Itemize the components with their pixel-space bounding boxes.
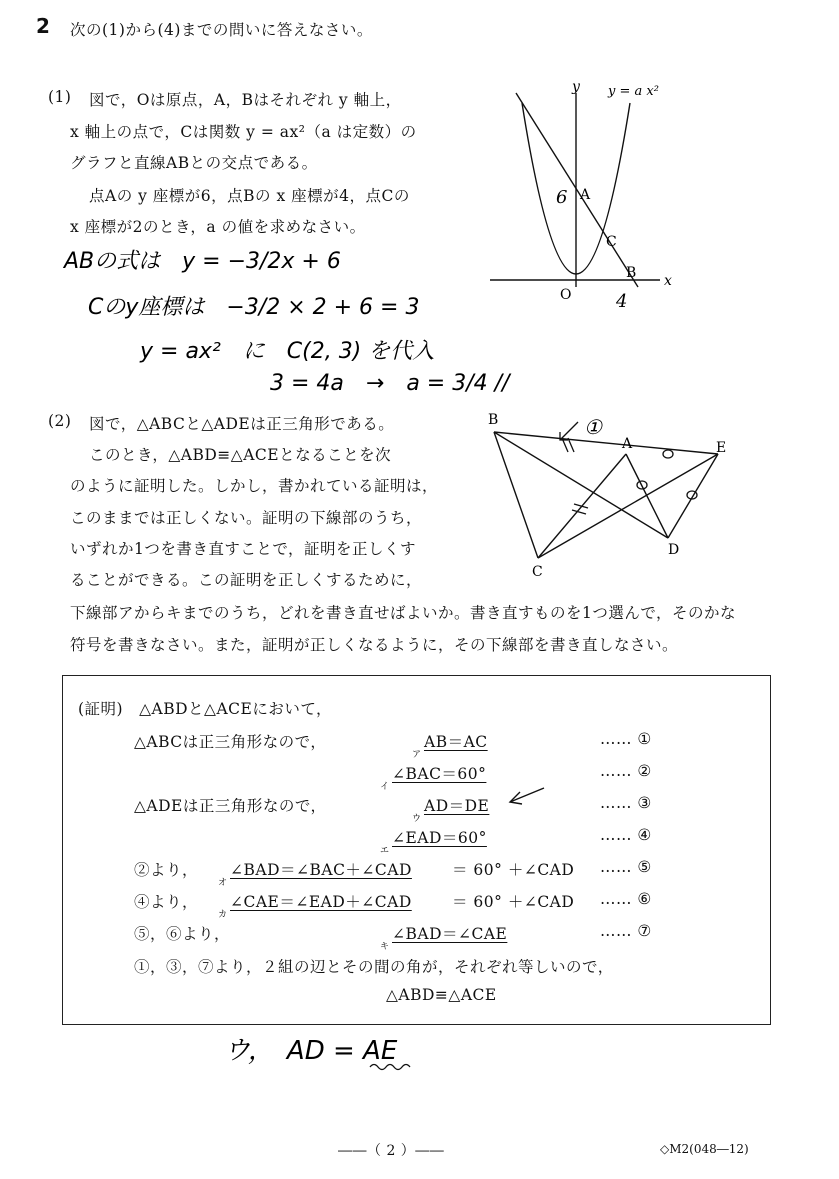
proof-statement: ∠CAE＝∠EAD＋∠CAD bbox=[230, 893, 412, 911]
proof-conclusion: ①，③，⑦より，２組の辺とその間の角が，それぞれ等しいので， bbox=[134, 958, 614, 976]
point-b-label: B bbox=[488, 412, 499, 428]
hw-four: 4 bbox=[616, 291, 628, 312]
page-number: ――（ 2 ）―― bbox=[338, 1143, 445, 1159]
proof-kana: オ bbox=[218, 878, 228, 888]
hw-mark: ① bbox=[584, 415, 602, 439]
proof-statement: AB＝AC bbox=[424, 733, 488, 751]
q2-line: いずれか1つを書き直すことで，証明を正しくす bbox=[70, 540, 417, 558]
q2-line: 符号を書きなさい。また，証明が正しくなるように，その下線部を書き直しなさい。 bbox=[70, 636, 679, 654]
question-number: 2 bbox=[36, 14, 50, 38]
proof-statement: AD＝DE bbox=[424, 797, 490, 815]
proof-tail: ＝ 60° ＋∠CAD bbox=[452, 861, 575, 879]
proof-kana: カ bbox=[218, 910, 228, 920]
q2-line: このままでは正しくない。証明の下線部のうち， bbox=[70, 509, 423, 527]
curve-label: y = a x² bbox=[608, 84, 659, 99]
proof-tail: ＝ 60° ＋∠CAD bbox=[452, 893, 575, 911]
point-b-label: B bbox=[626, 265, 637, 281]
proof-row-left: ②より， bbox=[134, 861, 199, 879]
proof-number: …… ⑥ bbox=[600, 890, 652, 908]
proof-row-left: ④より， bbox=[134, 893, 199, 911]
q2-line: このとき，△ABD≡△ACEとなることを次 bbox=[89, 446, 392, 464]
proof-row-left: ⑤，⑥より， bbox=[134, 925, 231, 943]
point-a-label: A bbox=[580, 187, 591, 203]
triangle-figure bbox=[480, 410, 760, 585]
exam-code: ◇M2(048―12) bbox=[660, 1142, 749, 1156]
point-e-label: E bbox=[716, 440, 727, 456]
proof-result: △ABD≡△ACE bbox=[386, 986, 497, 1004]
point-a-label: A bbox=[622, 436, 633, 452]
q1-line: 図で，Oは原点，A，Bはそれぞれ y 軸上， bbox=[89, 91, 402, 109]
origin-label: O bbox=[560, 287, 572, 303]
proof-number: …… ③ bbox=[600, 794, 652, 812]
proof-statement: ∠EAD＝60° bbox=[392, 829, 487, 847]
q1-label: (1) bbox=[48, 88, 72, 106]
x-axis-label: x bbox=[664, 273, 672, 289]
q2-line: 図で，△ABCと△ADEは正三角形である。 bbox=[89, 415, 395, 433]
line-ab bbox=[516, 93, 638, 287]
point-d-label: D bbox=[668, 542, 680, 558]
q1-line: 点Aの y 座標が6，点Bの x 座標が4，点Cの bbox=[89, 187, 410, 205]
y-axis-label: y bbox=[572, 79, 580, 95]
q2-line: 下線部アからキまでのうち，どれを書き直せばよいか。書き直すものを1つ選んで，そのかな bbox=[70, 604, 737, 622]
proof-kana: イ bbox=[380, 782, 390, 792]
proof-row-left: △ADEは正三角形なので， bbox=[134, 797, 327, 815]
q1-line: グラフと直線ABとの交点である。 bbox=[70, 154, 318, 172]
proof-kana: ア bbox=[412, 750, 422, 760]
hw-wavy-underline-icon bbox=[368, 1062, 412, 1072]
proof-heading: (証明) △ABDと△ACEにおいて， bbox=[78, 700, 333, 718]
q1-line: x 座標が2のとき，a の値を求めなさい。 bbox=[70, 218, 366, 236]
proof-kana: ウ bbox=[412, 814, 422, 824]
proof-statement: ∠BAD＝∠BAC＋∠CAD bbox=[230, 861, 412, 879]
hw-line: Cのy座標は −3/2 × 2 + 6 = 3 bbox=[88, 295, 420, 320]
proof-number: …… ① bbox=[600, 730, 652, 748]
main-instruction: 次の(1)から(4)までの問いに答えなさい。 bbox=[70, 21, 373, 39]
proof-kana: キ bbox=[380, 942, 390, 952]
hw-line: ABの式は y = −3/2x + 6 bbox=[64, 249, 341, 274]
hw-line: y = ax² に C(2, 3) を代入 bbox=[140, 339, 435, 364]
proof-number: …… ④ bbox=[600, 826, 652, 844]
point-c-label: C bbox=[532, 564, 543, 580]
proof-number: …… ⑤ bbox=[600, 858, 652, 876]
parabola-figure bbox=[480, 75, 680, 315]
q2-line: ることができる。この証明を正しくするために， bbox=[70, 571, 423, 589]
proof-number: …… ⑦ bbox=[600, 922, 652, 940]
proof-row-left: △ABCは正三角形なので， bbox=[134, 733, 327, 751]
proof-statement: ∠BAD＝∠CAE bbox=[392, 925, 508, 943]
q2-label: (2) bbox=[48, 412, 72, 430]
q2-line: のように証明した。しかし，書かれている証明は， bbox=[70, 477, 439, 495]
q1-line: x 軸上の点で，Cは関数 y = ax²（a は定数）の bbox=[70, 123, 417, 141]
point-c-label: C bbox=[606, 234, 617, 250]
proof-kana: エ bbox=[380, 846, 390, 856]
hw-line: 3 = 4a → a = 3/4 // bbox=[270, 371, 510, 396]
hw-arrow-icon bbox=[506, 784, 546, 810]
hw-answer: ウ， AD = AE bbox=[224, 1036, 398, 1066]
hw-six: 6 bbox=[556, 187, 568, 208]
proof-number: …… ② bbox=[600, 762, 652, 780]
proof-statement: ∠BAC＝60° bbox=[392, 765, 487, 783]
